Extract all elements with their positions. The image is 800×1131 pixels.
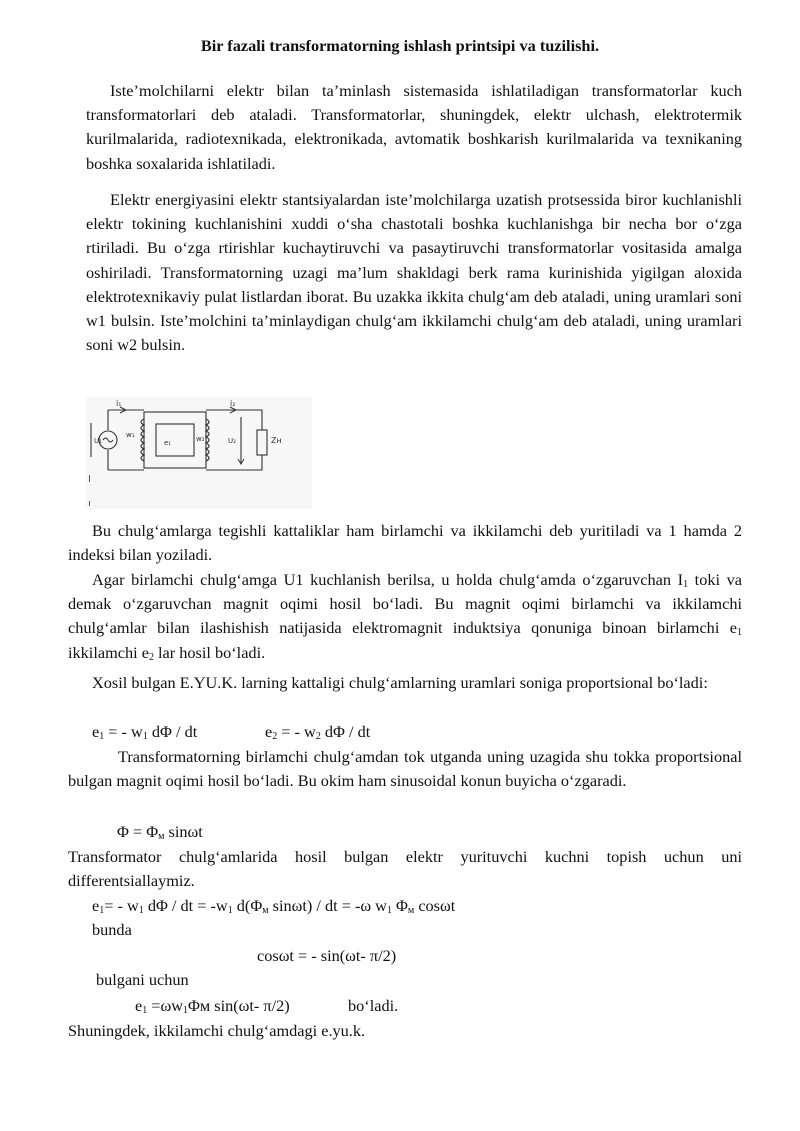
p4-sub-3: 2 (148, 651, 154, 663)
equation-5: $e_1 =\omega w_1\Phi м$ sin(ωt- π/2) (135, 996, 290, 1016)
p4-sub-1: 1 (683, 579, 689, 590)
bunda-label: bunda (92, 920, 132, 939)
page-title: Bir fazali transformatorning ishlash printsipi va tuzilishi. (200, 36, 600, 55)
paragraph-7-text: Transformator chulg‘amlarida hosil bulgan elektr yurituvchi kuchni topish uchun uni differentsiallaymiz. (68, 847, 742, 891)
label-u1: U₁ (94, 437, 102, 445)
last-line: Shuningdek, ikkilamchi chulg‘amdagi e.yu.k. (68, 1021, 366, 1040)
paragraph-5 (68, 671, 742, 695)
p4-part-a: Agar birlamchi chulg‘amga U1 kuchlanish berilsa, u holda chulg‘amda o‘zgaruvchan I (92, 570, 684, 589)
paragraph-6-text: Transformatorning birlamchi chulg‘amdan tok utganda uning uzagida shu tokka proportsional bulgan magnit oqimi hosil bo‘ladi. Bu okim ham sinusoidal konun buyicha o‘zgaradi. (68, 747, 742, 791)
equation-3: $e_1= - w_1$ dΦ / dt = $-w_1$ $d(\Phi_м$ sinωt) / dt = -ω $w_1$ $\Phi_м$ cosωt (92, 896, 456, 916)
equation-1: $e_1$ = - $w_1$ dΦ / dt (92, 722, 198, 742)
equation-5-suffix: bo‘ladi. (348, 996, 399, 1015)
bulgani-label: bulgani uchun (96, 970, 189, 989)
p4-part-b: toki va demak o‘zgaruvchan magnit oqimi hosil bo‘ladi. Bu magnit oqimi birlamchi va ikkilamchi chulg‘amlar bilan ilashishish natijasida elektromagnit induktsiya qonuniga binoan birlamchi e (68, 570, 742, 638)
p4-sub-2: 1 (737, 627, 742, 639)
label-i1: i₁ (116, 399, 122, 408)
p4-part-c: ikkilamchi e (68, 642, 149, 662)
p4-part-d: lar hosil bo‘ladi. (153, 642, 266, 662)
paragraph-1-text: Iste’molchilarni elektr bilan ta’minlash sistemasida ishlatiladigan transformatorlar kuch transformatorlari deb ataladi. Transformatorlar, shuningdek, elektr ulchash, elektrotermik kurilmalarida, radiotexnikada, elektronikada, avtomatik boshkarish kurilmalarida va texnikaning boshka soxalarida ishlatiladi. (86, 81, 742, 173)
paragraph-7 (68, 845, 742, 893)
circuit-svg (86, 397, 312, 509)
paragraph-3 (68, 519, 742, 567)
paragraph-4-text (68, 568, 742, 665)
equation-2: $\Phi = \Phi_м$ sinωt (117, 822, 203, 842)
label-w1: w₁ (126, 431, 135, 439)
paragraph-6 (68, 745, 742, 793)
label-i2: i₂ (230, 399, 236, 408)
paragraph-4 (68, 568, 742, 665)
transformer-circuit-diagram (86, 397, 312, 509)
label-u2: U₂ (228, 437, 236, 445)
paragraph-2 (86, 188, 742, 357)
paragraph-1 (86, 79, 742, 176)
paragraph-5-text: Xosil bulgan E.YU.K. larning kattaligi chulg‘amlarning uramlari soniga proportsional bo‘ladi: (92, 673, 708, 692)
equation-4: cosωt = - sin(ωt- π/2) (257, 946, 397, 965)
label-zn: Zн (271, 436, 282, 445)
equation-1b: $e_2$ = - $w_2$ dΦ / dt (265, 722, 371, 742)
paragraph-3-text: Bu chulg‘amlarga tegishli kattaliklar ham birlamchi va ikkilamchi deb yuritiladi va 1 hamda 2 indeksi bilan yoziladi. (68, 521, 742, 565)
label-w2: w₂ (196, 435, 205, 443)
label-e1: e₁ (164, 439, 172, 447)
paragraph-2-text: Elektr energiyasini elektr stantsiyalardan iste’molchilarga uzatish protsessida biror kuchlanishli elektr tokining kuchlanishini xuddi o‘sha chastotali boshka kuchlanishga bir necha bor o‘zga rtiriladi. Bu o‘zga rtirishlar kuchaytiruvchi va pasaytiruvchi transformatorlar vositasida amalga oshiriladi. Transformatorning uzagi ma’lum shakldagi berk rama kurinishida yigilgan aloxida elektrotexnikaviy pulat listlardan iborat. Bu uzakka ikkita chulg‘am deb ataladi, uning uramlari soni w1 bulsin. Iste’molchini ta’minlaydigan chulg‘am ikkilamchi chulg‘am deb ataladi, uning uramlari soni w2 bulsin. (86, 190, 742, 355)
